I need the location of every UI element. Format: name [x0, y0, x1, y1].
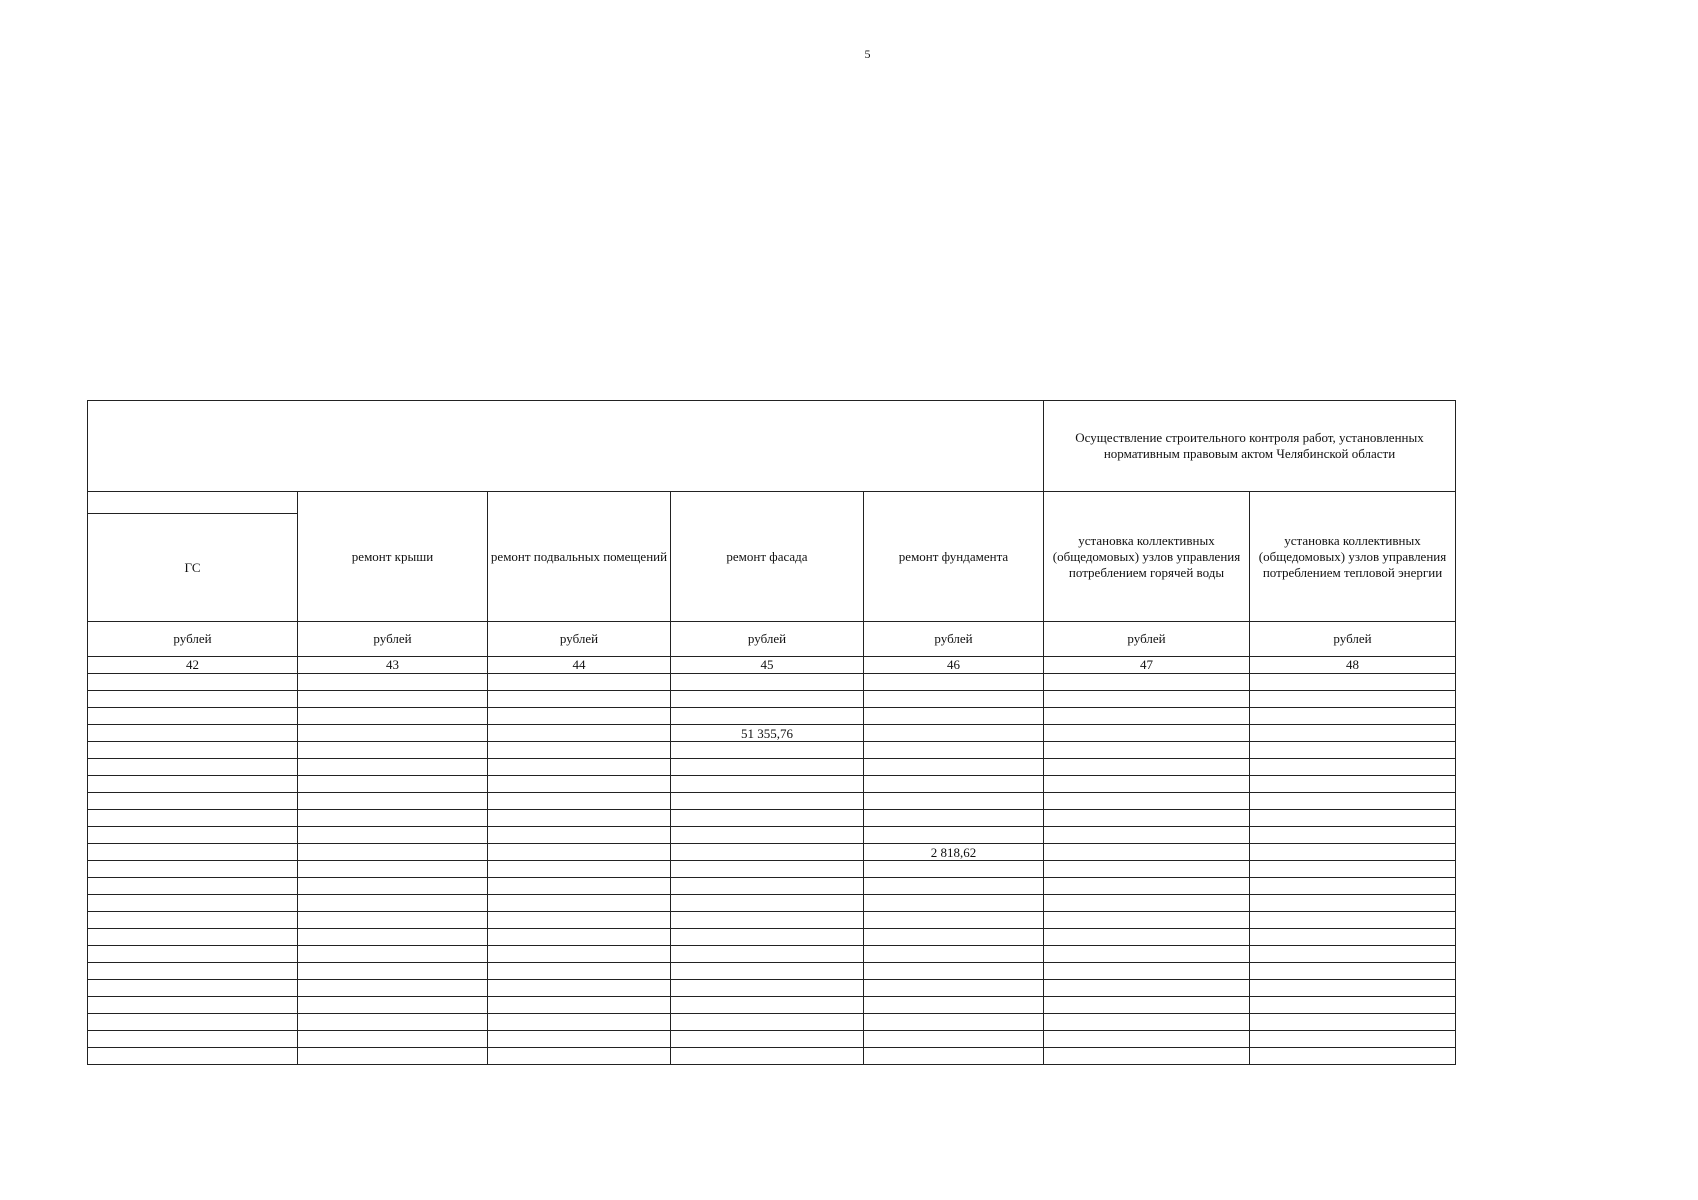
table-cell — [1044, 1048, 1250, 1065]
table-cell — [88, 1031, 298, 1048]
table-cell — [864, 980, 1044, 997]
table-cell — [1044, 708, 1250, 725]
table-cell — [1250, 844, 1456, 861]
table-cell — [1044, 929, 1250, 946]
table-cell — [671, 674, 864, 691]
table-cell — [488, 912, 671, 929]
column-number: 46 — [864, 657, 1044, 674]
table-cell — [88, 997, 298, 1014]
table-cell — [298, 725, 488, 742]
table-cell — [864, 946, 1044, 963]
table-cell — [1250, 929, 1456, 946]
table-cell — [88, 980, 298, 997]
table-cell — [298, 1014, 488, 1031]
table-cell — [88, 912, 298, 929]
table-cell — [1044, 827, 1250, 844]
table-cell — [671, 776, 864, 793]
table-cell — [671, 1031, 864, 1048]
table-cell — [488, 963, 671, 980]
page-number: 5 — [864, 47, 871, 61]
column-header: установка коллективных (общедомовых) узлов управления потреблением тепловой энергии — [1250, 492, 1456, 622]
table-cell — [1250, 810, 1456, 827]
table-cell — [88, 929, 298, 946]
table-cell — [298, 793, 488, 810]
table-cell — [671, 1048, 864, 1065]
column-number: 47 — [1044, 657, 1250, 674]
table-cell — [488, 725, 671, 742]
table-row — [88, 946, 1456, 963]
table-cell — [1044, 963, 1250, 980]
table-cell — [864, 725, 1044, 742]
table-cell — [88, 861, 298, 878]
column-header: ремонт фасада — [671, 492, 864, 622]
table-cell — [298, 742, 488, 759]
table-cell — [1044, 980, 1250, 997]
header-sub-cell — [88, 492, 298, 514]
table-cell — [298, 759, 488, 776]
table-cell — [298, 708, 488, 725]
table-cell — [298, 1048, 488, 1065]
table-cell — [671, 742, 864, 759]
table-cell — [864, 929, 1044, 946]
column-header: ГС — [88, 514, 298, 622]
table-cell — [488, 776, 671, 793]
table-cell — [298, 861, 488, 878]
table-cell — [88, 1014, 298, 1031]
table-row — [88, 1014, 1456, 1031]
table-cell — [671, 691, 864, 708]
table-cell — [88, 725, 298, 742]
group-header: Осуществление строительного контроля работ, установленных нормативным правовым актом Челябинской области — [1044, 401, 1456, 492]
table-cell — [298, 1031, 488, 1048]
unit-cell: рублей — [1044, 622, 1250, 657]
table-cell — [488, 691, 671, 708]
table-cell — [864, 793, 1044, 810]
table-row — [88, 674, 1456, 691]
table-cell — [1250, 776, 1456, 793]
table-row — [88, 861, 1456, 878]
table-cell — [671, 980, 864, 997]
table-cell — [671, 810, 864, 827]
table-row — [88, 929, 1456, 946]
table-cell — [864, 742, 1044, 759]
table-cell — [88, 827, 298, 844]
table-cell — [1044, 997, 1250, 1014]
table-cell — [1250, 895, 1456, 912]
table-cell — [488, 895, 671, 912]
table-cell — [1250, 725, 1456, 742]
table-cell — [1250, 997, 1456, 1014]
table-cell — [864, 997, 1044, 1014]
column-header: установка коллективных (общедомовых) узлов управления потреблением горячей воды — [1044, 492, 1250, 622]
header-blank-cell — [88, 401, 1044, 492]
table-cell — [1250, 827, 1456, 844]
table-cell — [1250, 674, 1456, 691]
table-cell — [88, 878, 298, 895]
table-cell — [864, 912, 1044, 929]
table-cell — [488, 878, 671, 895]
table-cell — [864, 895, 1044, 912]
table-cell — [1044, 810, 1250, 827]
table-cell — [1044, 759, 1250, 776]
table-cell — [864, 1031, 1044, 1048]
table-cell — [671, 946, 864, 963]
table-cell — [864, 1014, 1044, 1031]
table-cell — [298, 844, 488, 861]
table-row — [88, 997, 1456, 1014]
table-cell — [1250, 980, 1456, 997]
table-cell — [88, 759, 298, 776]
table-cell — [88, 708, 298, 725]
column-number: 48 — [1250, 657, 1456, 674]
unit-cell: рублей — [1250, 622, 1456, 657]
table-cell — [488, 844, 671, 861]
table-cell — [671, 997, 864, 1014]
table-row — [88, 759, 1456, 776]
table-cell — [1044, 691, 1250, 708]
table-cell — [671, 844, 864, 861]
table-cell — [88, 895, 298, 912]
table-row — [88, 844, 1456, 861]
table-cell — [298, 929, 488, 946]
table-row — [88, 912, 1456, 929]
table-cell — [1044, 912, 1250, 929]
table-cell — [671, 895, 864, 912]
table-cell — [1044, 844, 1250, 861]
table-cell — [864, 878, 1044, 895]
table-cell — [671, 912, 864, 929]
table-cell — [88, 810, 298, 827]
table-row — [88, 691, 1456, 708]
table-cell — [488, 793, 671, 810]
table-cell — [488, 1048, 671, 1065]
table-cell — [864, 674, 1044, 691]
table-cell — [488, 929, 671, 946]
table-cell — [1044, 861, 1250, 878]
unit-cell: рублей — [488, 622, 671, 657]
table-cell — [864, 776, 1044, 793]
table-cell — [1250, 793, 1456, 810]
table-cell — [864, 691, 1044, 708]
table-cell — [1044, 793, 1250, 810]
table-cell — [88, 963, 298, 980]
table-row — [88, 895, 1456, 912]
table-cell — [1044, 674, 1250, 691]
table-cell — [864, 759, 1044, 776]
table-cell — [298, 810, 488, 827]
column-number: 42 — [88, 657, 298, 674]
table-cell — [88, 844, 298, 861]
table-cell — [488, 759, 671, 776]
table-cell — [1250, 878, 1456, 895]
table-cell — [88, 946, 298, 963]
table-row — [88, 810, 1456, 827]
table-cell — [298, 963, 488, 980]
unit-cell: рублей — [88, 622, 298, 657]
report-table — [87, 400, 1456, 1065]
table-cell — [488, 1031, 671, 1048]
table-cell — [1250, 946, 1456, 963]
table-cell — [671, 963, 864, 980]
table-cell — [88, 793, 298, 810]
unit-cell: рублей — [864, 622, 1044, 657]
table-row — [88, 827, 1456, 844]
table-cell — [88, 674, 298, 691]
table-cell — [1250, 1048, 1456, 1065]
table-cell — [671, 793, 864, 810]
table-cell — [298, 827, 488, 844]
table-cell — [88, 742, 298, 759]
table-cell — [298, 997, 488, 1014]
table-cell — [488, 997, 671, 1014]
table-row — [88, 1048, 1456, 1065]
table-cell — [488, 861, 671, 878]
table-row — [88, 725, 1456, 742]
table-cell — [1250, 742, 1456, 759]
table-cell — [298, 776, 488, 793]
table-cell — [1044, 895, 1250, 912]
table-cell — [864, 827, 1044, 844]
table-cell — [488, 810, 671, 827]
table-cell — [671, 878, 864, 895]
table-cell — [298, 691, 488, 708]
table-cell — [488, 674, 671, 691]
table-cell — [488, 827, 671, 844]
table-row — [88, 776, 1456, 793]
table-cell — [1250, 759, 1456, 776]
table-cell — [1250, 1031, 1456, 1048]
table-cell — [1044, 1014, 1250, 1031]
column-number: 45 — [671, 657, 864, 674]
table-cell — [1250, 963, 1456, 980]
table-cell — [864, 963, 1044, 980]
column-header: ремонт подвальных помещений — [488, 492, 671, 622]
column-number: 43 — [298, 657, 488, 674]
table-cell — [671, 861, 864, 878]
table-cell — [1250, 1014, 1456, 1031]
table-cell — [298, 674, 488, 691]
table-cell: 2 818,62 — [864, 844, 1044, 861]
table-cell — [298, 946, 488, 963]
table-cell — [1250, 861, 1456, 878]
table-cell — [1250, 912, 1456, 929]
table-cell — [1250, 708, 1456, 725]
table-cell — [671, 827, 864, 844]
column-header: ремонт крыши — [298, 492, 488, 622]
table-cell — [1044, 1031, 1250, 1048]
table-cell — [864, 1048, 1044, 1065]
table-cell — [1044, 776, 1250, 793]
table-cell — [488, 708, 671, 725]
table-row — [88, 878, 1456, 895]
unit-cell: рублей — [298, 622, 488, 657]
table-cell — [1044, 946, 1250, 963]
table-cell — [864, 810, 1044, 827]
table-cell — [1044, 742, 1250, 759]
table-cell — [671, 759, 864, 776]
table-cell — [298, 878, 488, 895]
table-cell — [488, 946, 671, 963]
table-cell — [1044, 725, 1250, 742]
table-cell — [298, 980, 488, 997]
table-cell — [88, 776, 298, 793]
column-number: 44 — [488, 657, 671, 674]
table-row — [88, 742, 1456, 759]
unit-cell: рублей — [671, 622, 864, 657]
table-cell — [864, 708, 1044, 725]
table-row — [88, 980, 1456, 997]
table-cell — [671, 929, 864, 946]
table-cell — [671, 708, 864, 725]
table-cell — [1250, 691, 1456, 708]
table-cell — [671, 1014, 864, 1031]
table-cell — [488, 980, 671, 997]
table-row — [88, 793, 1456, 810]
table-cell — [298, 912, 488, 929]
table-cell — [488, 742, 671, 759]
table-row — [88, 708, 1456, 725]
table-row — [88, 1031, 1456, 1048]
column-header: ремонт фундамента — [864, 492, 1044, 622]
table-cell: 51 355,76 — [671, 725, 864, 742]
table-cell — [298, 895, 488, 912]
table-cell — [88, 1048, 298, 1065]
table-row — [88, 963, 1456, 980]
table-cell — [1044, 878, 1250, 895]
table-cell — [88, 691, 298, 708]
table-cell — [864, 861, 1044, 878]
table-cell — [488, 1014, 671, 1031]
